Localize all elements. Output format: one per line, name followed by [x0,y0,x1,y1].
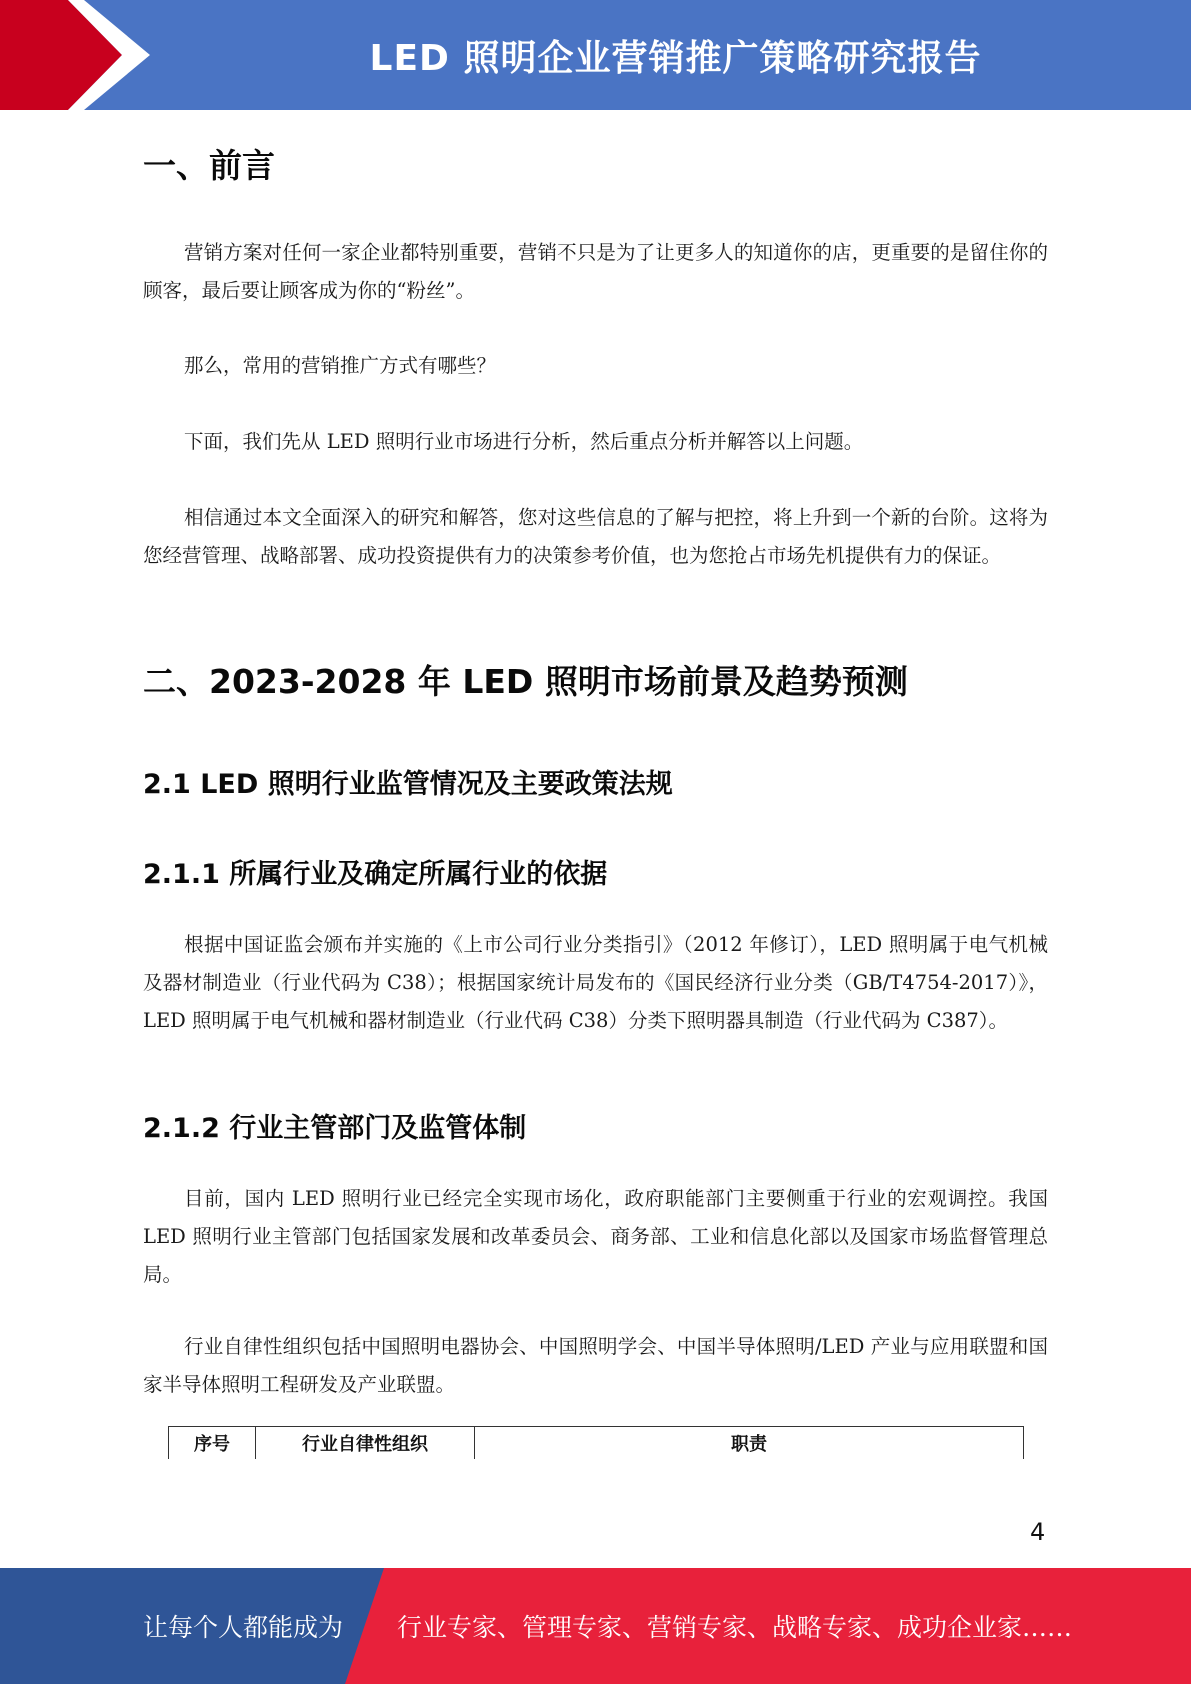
footer-slogan-right: 行业专家、管理专家、营销专家、战略专家、成功企业家…… [397,1613,1073,1642]
paragraph-classification: 根据中国证监会颁布并实施的《上市公司行业分类指引》（2012 年修订），LED 照明属于电气机械及器材制造业（行业代码为 C38）；根据国家统计局发布的《国民经济行业分类（GB/T4754-2017）》，LED 照明属于电气机械和器材制造业（行业代码 C38）分类下照明器具制造（行业代码为 C387）。 [143,933,1048,1032]
paragraph-authority: 目前，国内 LED 照明行业已经完全实现市场化，政府职能部门主要侧重于行业的宏观调控。我国 LED 照明行业主管部门包括国家发展和改革委员会、商务部、工业和信息化部以及国家市场监督管理总局。 [143,1187,1048,1286]
subsection-heading-regulation: 2.1 LED 照明行业监管情况及主要政策法规 [143,769,673,800]
document-title: LED 照明企业营销推广策略研究报告 [369,37,982,79]
paragraph-intro: 营销方案对任何一家企业都特别重要，营销不只是为了让更多人的知道你的店，更重要的是留住你的顾客，最后要让顾客成为你的“粉丝”。 [143,241,1048,302]
section-heading-preface: 一、前言 [143,146,275,185]
header-arrow-decoration [0,0,160,110]
table-header-cell: 职责 [475,1427,1024,1460]
header-banner [0,0,1191,110]
paragraph-question: 那么，常用的营销推广方式有哪些？ [184,354,497,377]
paragraph-analysis-plan: 下面，我们先从 LED 照明行业市场进行分析，然后重点分析并解答以上问题。 [184,430,864,453]
organizations-table [168,1426,1024,1459]
paragraph-value: 相信通过本文全面深入的研究和解答，您对这些信息的了解与把控，将上升到一个新的台阶。这将为您经营管理、战略部署、成功投资提供有力的决策参考价值，也为您抢占市场先机提供有力的保证。 [143,506,1048,567]
subsection-heading-classification: 2.1.1 所属行业及确定所属行业的依据 [143,859,608,890]
section-heading-forecast: 二、2023-2028 年 LED 照明市场前景及趋势预测 [143,662,908,701]
footer-slogan-left: 让每个人都能成为 [143,1613,344,1642]
table-header-cell: 序号 [169,1427,256,1460]
paragraph-organizations: 行业自律性组织包括中国照明电器协会、中国照明学会、中国半导体照明/LED 产业与应用联盟和国家半导体照明工程研发及产业联盟。 [143,1335,1048,1396]
page-number: 4 [1030,1518,1046,1546]
table-header-row [169,1427,1024,1460]
subsection-heading-authority: 2.1.2 行业主管部门及监管体制 [143,1113,527,1144]
table-header-cell: 行业自律性组织 [256,1427,475,1460]
footer-banner [0,1568,1191,1684]
